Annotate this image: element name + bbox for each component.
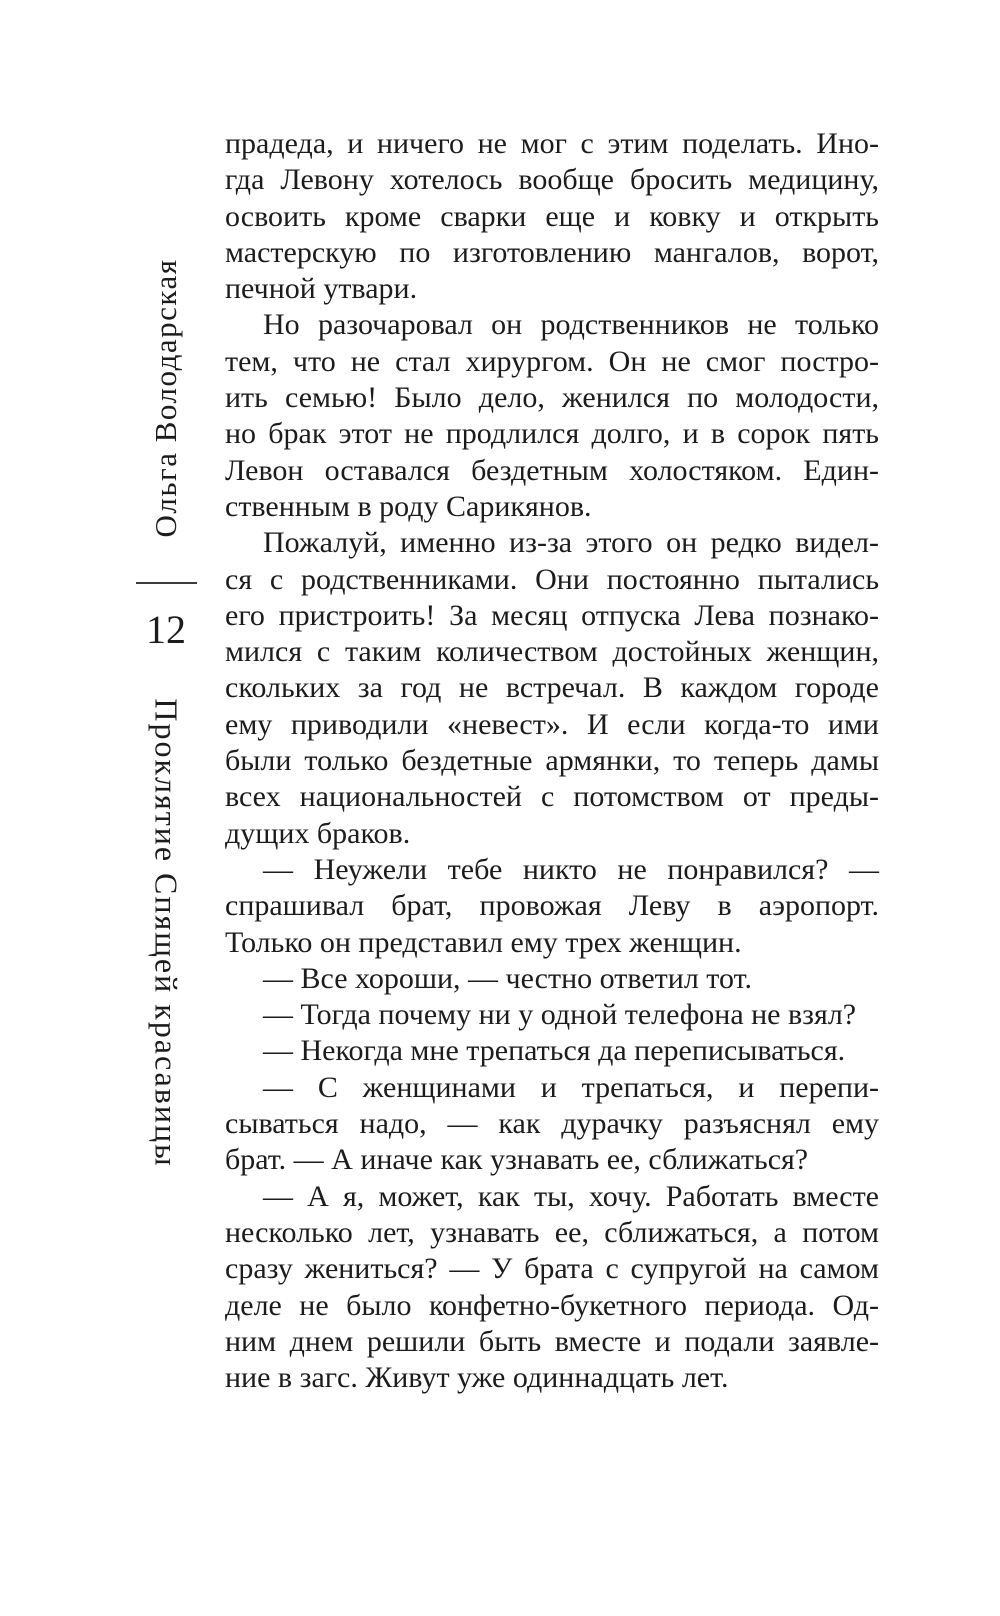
sidebar-divider-line <box>136 582 197 584</box>
text-line: — С женщинами и трепаться, и перепи- <box>263 1070 879 1104</box>
text-line: ся с родственниками. Они постоянно пытались <box>225 562 879 596</box>
text-line: его пристроить! За месяц отпуска Лева познако- <box>225 598 879 632</box>
sidebar-author-name: Ольга Володарская <box>148 258 183 538</box>
text-line: ним днем решили быть вместе и подали заявле- <box>225 1324 879 1358</box>
text-line: — Неужели тебе никто не понравился? — <box>263 852 879 886</box>
text-line: Но разочаровал он родственников не только <box>263 308 879 342</box>
text-line: были только бездетные армянки, то теперь дамы <box>225 744 879 778</box>
text-line: прадеда, и ничего не мог с этим поделать. Ино- <box>225 127 879 160</box>
text-line: ить семью! Было дело, женился по молодости, <box>225 381 879 415</box>
text-line: Левон оставался бездетным холостяком. Един- <box>225 453 879 487</box>
text-line: брат. — А иначе как узнавать ее, сближаться? <box>225 1143 809 1177</box>
text-line: деле не было конфетно-букетного периода. Од- <box>225 1288 879 1322</box>
text-column <box>225 126 879 1396</box>
text-line: но брак этот не продлился долго, и в сорок пять <box>225 417 879 451</box>
text-line: Пожалуй, именно из-за этого он редко видел- <box>263 526 879 560</box>
text-line: тем, что не стал хирургом. Он не смог постро- <box>225 344 879 378</box>
text-line: сываться надо, — как дурачку разъяснял ему <box>225 1107 879 1141</box>
text-line: освоить кроме сварки еще и ковку и открыть <box>225 199 879 233</box>
text-line: сразу жениться? — У брата с супругой на самом <box>225 1252 879 1286</box>
text-line: несколько лет, узнавать ее, сближаться, а потом <box>225 1215 879 1249</box>
text-line: ственным в роду Сарикянов. <box>225 489 592 523</box>
page-number: 12 <box>146 607 186 652</box>
text-line: спрашивал брат, провожая Леву в аэропорт. <box>225 889 879 923</box>
sidebar-book-title: Проклятие Спящей красавицы <box>148 698 185 1168</box>
text-line: — Все хороши, — честно ответил тот. <box>263 961 752 995</box>
text-line: гда Левону хотелось вообще бросить медицину, <box>225 163 879 197</box>
text-line: ние в загс. Живут уже одиннадцать лет. <box>225 1361 729 1395</box>
text-line: мился с таким количеством достойных женщин, <box>225 635 879 669</box>
text-line: печной утвари. <box>225 272 418 306</box>
text-line: мастерскую по изготовлению мангалов, ворот, <box>225 235 879 269</box>
text-line: ему приводили «невест». И если когда-то ими <box>225 707 879 741</box>
text-line: — Тогда почему ни у одной телефона не взял? <box>263 998 857 1032</box>
text-line: скольких за год не встречал. В каждом городе <box>225 671 879 705</box>
text-line: Только он представил ему трех женщин. <box>225 925 742 959</box>
text-line: — Некогда мне трепаться да переписываться. <box>263 1034 846 1068</box>
text-line: — А я, может, как ты, хочу. Работать вместе <box>263 1179 879 1213</box>
text-line: всех национальностей с потомством от преды- <box>225 780 879 814</box>
text-line: дущих браков. <box>225 816 411 850</box>
